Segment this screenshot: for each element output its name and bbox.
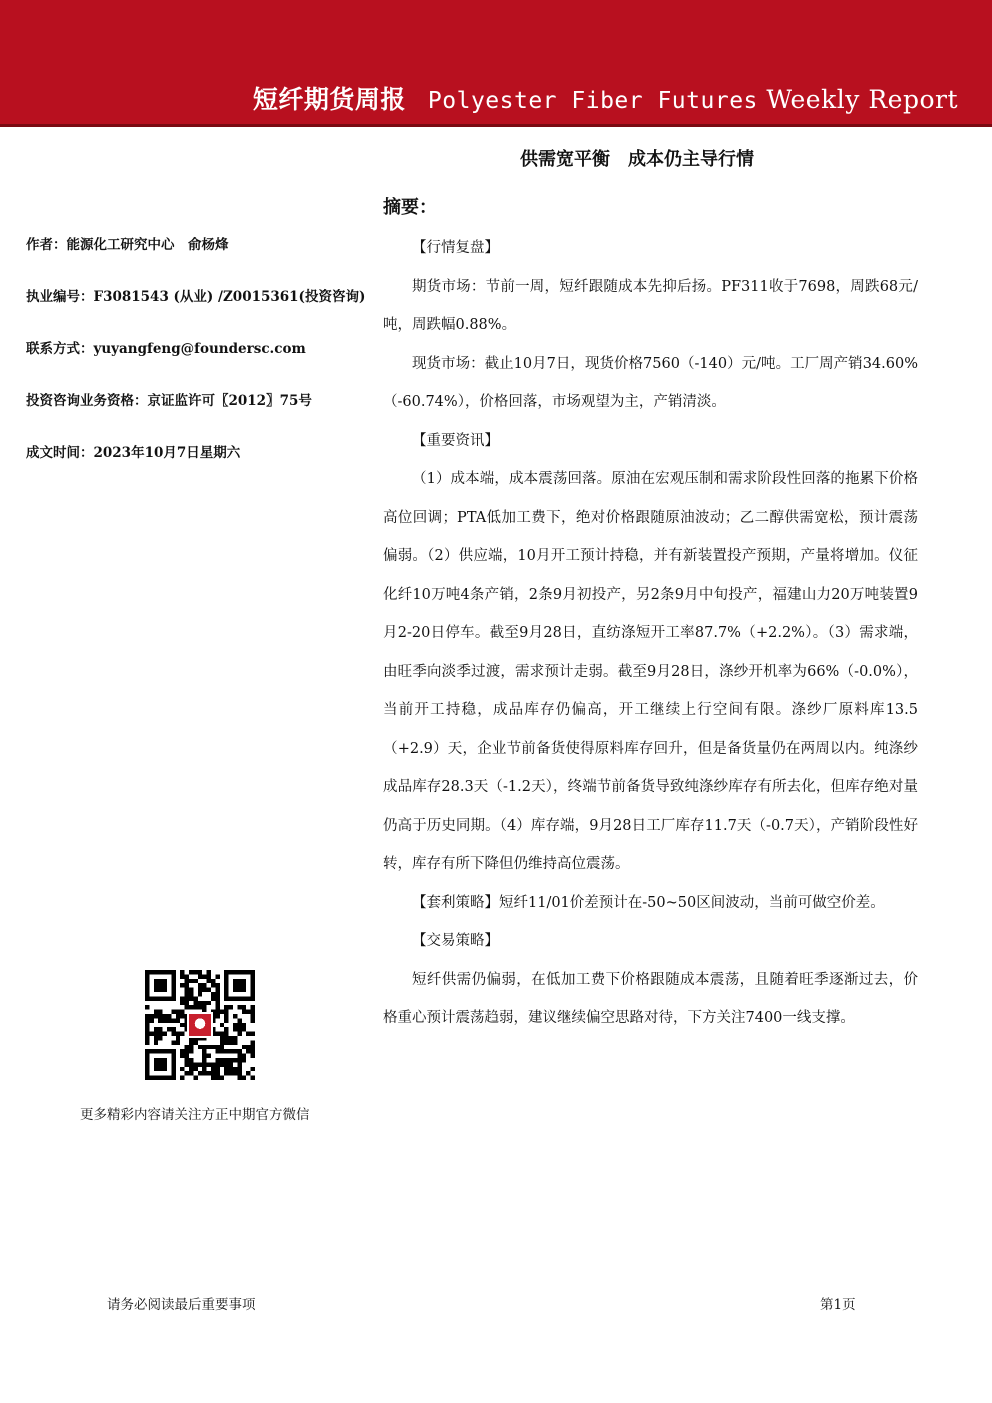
trade-paragraph: 短纤供需仍偏弱，在低加工费下价格跟随成本震荡，且随着旺季逐渐过去，价格重心预计震荡趋弱，建议继续偏空思路对待，下方关注7400一线支撑。 — [383, 971, 918, 1026]
contact-line: 联系方式：yuyangfeng@foundersc.com — [26, 341, 306, 357]
abstract-label: 摘要： — [383, 197, 437, 218]
license-line: 执业编号：F3081543 (从业) /Z0015361(投资咨询) — [26, 289, 366, 305]
header-divider — [0, 124, 992, 127]
qualification-line: 投资咨询业务资格：京证监许可〖2012〗75号 — [26, 393, 312, 409]
report-title — [253, 80, 958, 116]
footer-notice: 请务必阅读最后重要事项 — [107, 1297, 256, 1313]
report-title-en-mono: Polyester Fiber Futures — [427, 88, 758, 114]
futures-paragraph: 期货市场：节前一周，短纤跟随成本先抑后扬。PF311收于7698，周跌68元/吨，周跌幅0.88%。 — [383, 278, 918, 333]
report-title-en-serif: Weekly Report — [766, 85, 958, 114]
news-heading: 【重要资讯】 — [412, 432, 499, 449]
headline: 供需宽平衡 成本仍主导行情 — [520, 149, 754, 170]
review-heading: 【行情复盘】 — [412, 240, 499, 256]
author-line: 作者：能源化工研究中心 俞杨烽 — [26, 237, 229, 253]
trade-heading: 【交易策略】 — [412, 933, 499, 949]
report-title-cn: 短纤期货周报 — [252, 85, 406, 114]
wechat-qr-code — [145, 970, 255, 1080]
abstract-body — [383, 229, 918, 1038]
qr-caption: 更多精彩内容请关注方正中期官方微信 — [80, 1107, 310, 1123]
page-number: 第1页 — [820, 1297, 856, 1313]
arbitrage-paragraph: 【套利策略】短纤11/01价差预计在-50~50区间波动，当前可做空价差。 — [412, 894, 885, 911]
date-line: 成文时间：2023年10月7日星期六 — [26, 445, 241, 461]
spot-paragraph: 现货市场：截止10月7日，现货价格7560（-140）元/吨。工厂周产销34.60%（-60.74%），价格回落，市场观望为主，产销清淡。 — [383, 355, 918, 410]
news-paragraph: （1）成本端，成本震荡回落。原油在宏观压制和需求阶段性回落的拖累下价格高位回调；PTA低加工费下，绝对价格跟随原油波动；乙二醇供需宽松，预计震荡偏弱。（2）供应端，10月开工预计持稳，并有新装置投产预期，产量将增加。仪征化纤10万吨4条产销，2条9月初投产，另2条9月中旬投产，福建山力20万吨装置9月2-20日停车。截至9月28日，直纺涤短开工率87.7%（+2.2%）。（3）需求端，由旺季向淡季过渡，需求预计走弱。截至9月28日，涤纱开机率为66%（-0.0%），当前开工持稳，成品库存仍偏高，开工继续上行空间有限。涤纱厂原料库13.5（+2.9）天，企业节前备货使得原料库存回升，但是备货量仍在两周以内。纯涤纱成品库存28.3天（-1.2天），终端节前备货导致纯涤纱库存有所去化，但库存绝对量仍高于历史同期。（4）库存端，9月28日工厂库存11.7天（-0.7天），产销阶段性好转，库存有所下降但仍维持高位震荡。 — [383, 471, 918, 872]
